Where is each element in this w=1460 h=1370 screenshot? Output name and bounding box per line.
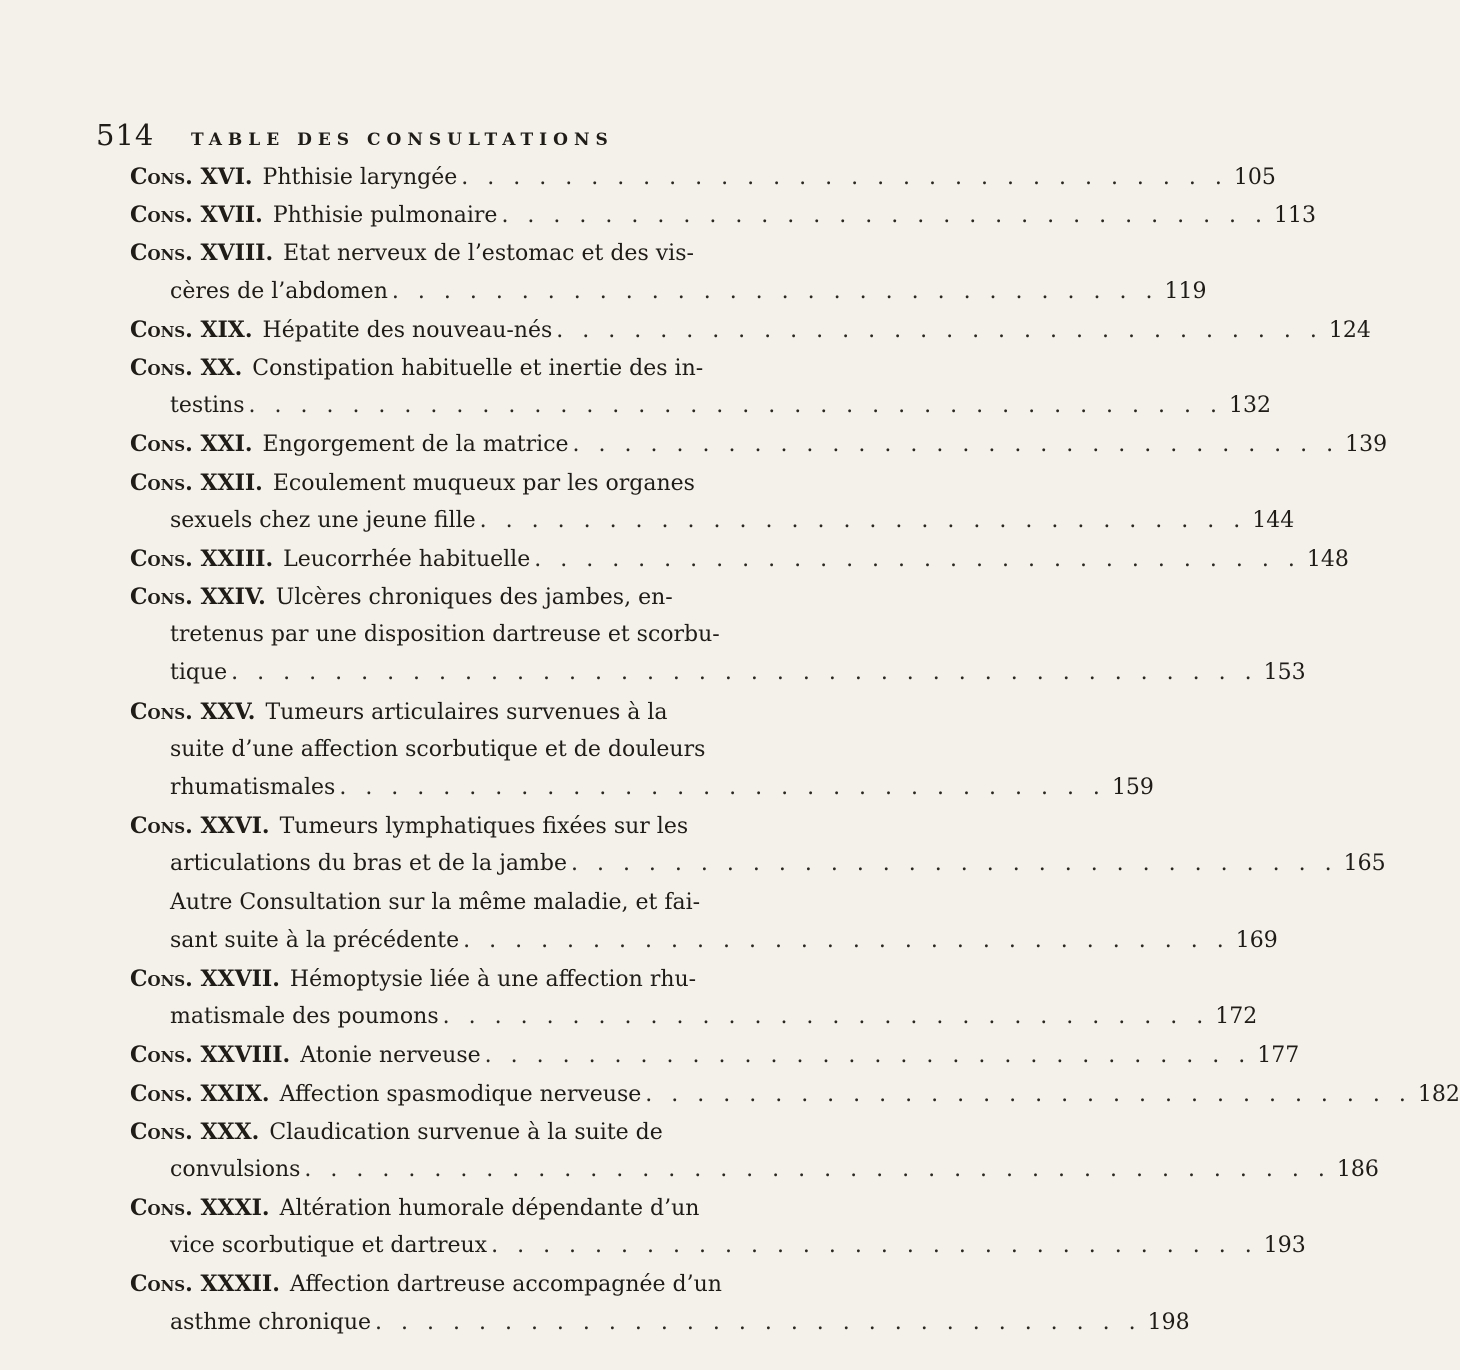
toc-entry [130, 1265, 770, 1303]
entry-title-continuation: vice scorbutique et dartreux [170, 1233, 488, 1259]
toc-entry-continuation [130, 1304, 1190, 1342]
consultation-number: Cons. XXVII. [130, 965, 280, 992]
entry-title: Engorgement de la matrice [262, 432, 569, 458]
consultation-number: Cons. XXXI. [130, 1195, 270, 1222]
toc-entry-continuation [130, 654, 1306, 692]
page-reference: 177 [1257, 1043, 1300, 1069]
table-of-contents [130, 158, 1460, 1342]
consultation-number: Cons. XX. [130, 354, 243, 381]
toc-entry [130, 158, 1276, 196]
page-reference: 153 [1263, 660, 1306, 686]
entry-title-continuation: sexuels chez une jeune fille [170, 507, 476, 533]
page-reference: 169 [1235, 927, 1278, 953]
toc-entry [130, 1036, 1300, 1074]
dot-leader: . . . . . . . . . . . . . . . . . . . . . . . . . . . . . . [442, 1004, 1210, 1030]
toc-entry [130, 693, 770, 731]
entry-title-continuation: matismale des poumons [170, 1004, 439, 1030]
entry-title-continuation: tique [170, 660, 228, 686]
toc-entry [130, 425, 1388, 463]
consultation-number: Cons. XXI. [130, 431, 253, 458]
toc-entry [130, 578, 770, 616]
entry-title: Altération humorale dépendante d’un [279, 1196, 700, 1222]
entry-title: Tumeurs lymphatiques fixées sur les [279, 814, 689, 840]
toc-entry-continuation [130, 387, 1271, 425]
page-reference: 165 [1343, 851, 1386, 877]
dot-leader: . . . . . . . . . . . . . . . . . . . . . . . . . . . . . . [491, 1233, 1258, 1259]
entry-title: Affection dartreuse accompagnée d’un [289, 1272, 722, 1298]
entry-title: Affection spasmodique nerveuse [279, 1081, 642, 1107]
entry-title-continuation: sant suite à la précédente [170, 927, 460, 953]
consultation-number: Cons. XVI. [130, 164, 253, 190]
toc-entry-continuation [130, 1151, 1379, 1189]
entry-title: Constipation habituelle et inertie des in- [252, 355, 704, 381]
page-reference: 139 [1345, 432, 1388, 458]
dot-leader: . . . . . . . . . . . . . . . . . . . . . . . . . . . . . . [572, 432, 1340, 458]
consultation-number: Cons. XXIII. [130, 545, 274, 572]
page-number: 514 [96, 118, 155, 152]
dot-leader: . . . . . . . . . . . . . . . . . . . . . . . . . . . . . . [463, 927, 1230, 953]
entry-title-continuation: convulsions [170, 1156, 301, 1182]
consultation-number: Cons. XIX. [130, 316, 253, 343]
entry-title-continuation: tretenus par une disposition dartreuse et scorbu- [170, 622, 720, 648]
toc-entry [130, 1075, 1460, 1113]
toc-entry [130, 884, 770, 922]
dot-leader: . . . . . . . . . . . . . . . . . . . . . . . . . . . . . . [484, 1043, 1252, 1069]
toc-entry-continuation [130, 998, 1258, 1036]
toc-entry-continuation [130, 922, 1278, 960]
consultation-number: Cons. XXIV. [130, 584, 266, 611]
consultation-number: Cons. XXVIII. [130, 1042, 291, 1069]
consultation-number: Cons. XXII. [130, 469, 263, 496]
toc-entry [130, 540, 1349, 578]
page-header [96, 118, 786, 158]
page-reference: 193 [1263, 1233, 1306, 1259]
entry-title: Claudication survenue à la suite de [269, 1119, 663, 1145]
consultation-number: Cons. XXXII. [130, 1271, 280, 1298]
toc-entry-continuation [130, 769, 1154, 807]
entry-title: Ulcères chroniques des jambes, en- [275, 585, 673, 611]
entry-title: Hémoptysie liée à une affection rhu- [289, 966, 697, 992]
page-reference: 198 [1147, 1309, 1190, 1335]
dot-leader: . . . . . . . . . . . . . . . . . . . . . . . . . . . . . . . . . . . . . . . . [304, 1156, 1331, 1182]
page-reference: 124 [1328, 317, 1371, 343]
page-reference: 159 [1111, 775, 1154, 800]
page-reference: 182 [1417, 1081, 1460, 1107]
toc-entry [130, 1113, 770, 1151]
dot-leader: . . . . . . . . . . . . . . . . . . . . . . . . . . . . . . [534, 546, 1301, 572]
toc-entry [130, 1189, 770, 1227]
page-reference: 172 [1215, 1004, 1258, 1030]
dot-leader: . . . . . . . . . . . . . . . . . . . . . . . . . . . . . . [375, 1309, 1142, 1335]
page-reference: 132 [1229, 393, 1271, 419]
dot-leader: . . . . . . . . . . . . . . . . . . . . . . . . . . . . . . [556, 317, 1323, 343]
page-reference: 113 [1274, 203, 1317, 229]
toc-entry-continuation [130, 273, 1207, 311]
entry-title: Phthisie pulmonaire [272, 203, 498, 229]
entry-title: Ecoulement muqueux par les organes [272, 470, 695, 496]
toc-entry [130, 311, 1371, 349]
toc-entry [130, 196, 1317, 234]
consultation-number: Cons. XVII. [130, 202, 263, 229]
entry-title: Atonie nerveuse [300, 1043, 481, 1069]
toc-entry-continuation [130, 731, 770, 769]
consultation-number: Cons. XXVI. [130, 813, 270, 840]
toc-entry [130, 960, 770, 998]
entry-title-continuation: cères de l’abdomen [170, 278, 388, 304]
entry-title-continuation: rhumatismales [170, 775, 336, 800]
toc-entry-continuation [130, 502, 1295, 540]
consultation-number: Cons. XXV. [130, 698, 256, 725]
toc-entry [130, 807, 770, 845]
running-title: TABLE DES CONSULTATIONS [191, 130, 614, 150]
page-reference: 148 [1306, 546, 1349, 572]
dot-leader: . . . . . . . . . . . . . . . . . . . . . . . . . . . . . . [501, 203, 1269, 229]
dot-leader: . . . . . . . . . . . . . . . . . . . . . . . . . . . . . . [391, 278, 1159, 304]
page-reference: 119 [1164, 278, 1207, 304]
toc-entry [130, 349, 770, 387]
consultation-number: Cons. XXIX. [130, 1080, 270, 1107]
toc-entry-continuation [130, 1227, 1306, 1265]
toc-entry-continuation [130, 616, 770, 654]
dot-leader: . . . . . . . . . . . . . . . . . . . . . . . . . . . . . . . . . . . . . . . . [231, 660, 1258, 686]
page-reference: 105 [1233, 165, 1276, 190]
dot-leader: . . . . . . . . . . . . . . . . . . . . . . . . . . . . . . [570, 851, 1338, 877]
entry-title: Phthisie laryngée [262, 165, 458, 190]
toc-entry-continuation [130, 845, 1386, 883]
entry-title-continuation: asthme chronique [170, 1309, 372, 1335]
entry-title-continuation: testins [170, 393, 245, 419]
entry-title-continuation: articulations du bras et de la jambe [170, 851, 567, 877]
consultation-number: Cons. XVIII. [130, 240, 274, 267]
dot-leader: . . . . . . . . . . . . . . . . . . . . . . . . . . . . . . [645, 1081, 1412, 1107]
toc-entry [130, 464, 770, 502]
entry-title: Tumeurs articulaires survenues à la [265, 699, 668, 725]
entry-title-continuation: suite d’une affection scorbutique et de douleurs [170, 736, 706, 762]
entry-title: Leucorrhée habituelle [283, 546, 531, 572]
entry-title: Etat nerveux de l’estomac et des vis- [283, 241, 694, 267]
toc-entry [130, 234, 770, 272]
dot-leader: . . . . . . . . . . . . . . . . . . . . . . . . . . . . . . . . . . . . . . [248, 393, 1223, 419]
entry-title: Hépatite des nouveau-nés [262, 317, 553, 343]
dot-leader: . . . . . . . . . . . . . . . . . . . . . . . . . . . . . . [479, 507, 1247, 533]
dot-leader: . . . . . . . . . . . . . . . . . . . . . . . . . . . . . . [339, 775, 1106, 800]
dot-leader: . . . . . . . . . . . . . . . . . . . . . . . . . . . . . . [461, 165, 1228, 190]
consultation-number: Cons. XXX. [130, 1118, 260, 1145]
entry-title: Autre Consultation sur la même maladie, et fai- [170, 889, 701, 915]
page-reference: 186 [1336, 1156, 1379, 1182]
page-reference: 144 [1252, 507, 1295, 533]
